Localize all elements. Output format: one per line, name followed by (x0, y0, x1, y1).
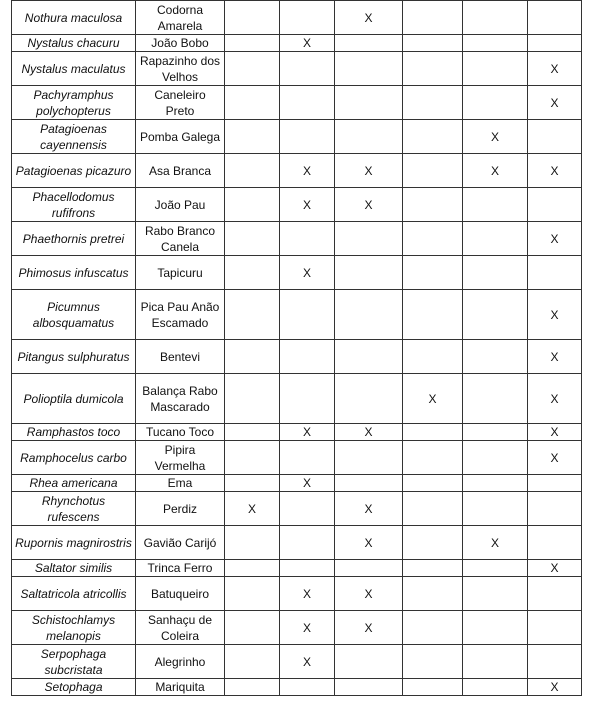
presence-mark-cell (335, 374, 403, 424)
presence-mark-cell (280, 374, 335, 424)
table-row (12, 340, 582, 374)
presence-mark-cell (225, 645, 280, 679)
presence-mark-cell: X (280, 154, 335, 188)
presence-mark-cell (225, 52, 280, 86)
presence-mark-cell (335, 120, 403, 154)
presence-mark-cell (463, 290, 528, 340)
presence-mark-cell (280, 222, 335, 256)
scientific-name-cell: Phacellodomus rufifrons (12, 188, 136, 222)
presence-mark-cell: X (463, 154, 528, 188)
presence-mark-cell (280, 526, 335, 560)
common-name-cell: Rabo Branco Canela (136, 222, 225, 256)
presence-mark-cell (403, 188, 463, 222)
common-name-cell: Asa Branca (136, 154, 225, 188)
table-row (12, 441, 582, 475)
scientific-name-cell: Ramphastos toco (12, 424, 136, 441)
presence-mark-cell (280, 86, 335, 120)
presence-mark-cell (403, 340, 463, 374)
presence-mark-cell (225, 577, 280, 611)
table-row (12, 611, 582, 645)
common-name-cell: Ema (136, 475, 225, 492)
presence-mark-cell (463, 256, 528, 290)
common-name-cell: Pipira Vermelha (136, 441, 225, 475)
presence-mark-cell (528, 611, 582, 645)
presence-mark-cell (403, 560, 463, 577)
presence-mark-cell (403, 290, 463, 340)
presence-mark-cell (225, 86, 280, 120)
presence-mark-cell (403, 256, 463, 290)
species-table (11, 0, 582, 696)
presence-mark-cell (280, 340, 335, 374)
presence-mark-cell (528, 645, 582, 679)
table-row (12, 154, 582, 188)
presence-mark-cell (280, 52, 335, 86)
table-row (12, 52, 582, 86)
table-row (12, 256, 582, 290)
presence-mark-cell (528, 120, 582, 154)
presence-mark-cell (335, 86, 403, 120)
scientific-name-cell: Saltatricola atricollis (12, 577, 136, 611)
scientific-name-cell: Saltator similis (12, 560, 136, 577)
scientific-name-cell: Nystalus chacuru (12, 35, 136, 52)
presence-mark-cell: X (528, 441, 582, 475)
presence-mark-cell (463, 86, 528, 120)
presence-mark-cell (403, 577, 463, 611)
common-name-cell: Tucano Toco (136, 424, 225, 441)
presence-mark-cell (403, 611, 463, 645)
common-name-cell: Caneleiro Preto (136, 86, 225, 120)
table-row (12, 86, 582, 120)
presence-mark-cell (463, 645, 528, 679)
presence-mark-cell: X (463, 526, 528, 560)
table-row (12, 1, 582, 35)
presence-mark-cell (403, 120, 463, 154)
common-name-cell: Mariquita (136, 679, 225, 696)
presence-mark-cell: X (528, 374, 582, 424)
presence-mark-cell: X (528, 340, 582, 374)
presence-mark-cell (225, 340, 280, 374)
presence-mark-cell (280, 1, 335, 35)
presence-mark-cell (335, 340, 403, 374)
presence-mark-cell (225, 154, 280, 188)
table-row (12, 645, 582, 679)
presence-mark-cell: X (335, 188, 403, 222)
presence-mark-cell: X (280, 35, 335, 52)
presence-mark-cell: X (528, 222, 582, 256)
table-row (12, 475, 582, 492)
presence-mark-cell (403, 1, 463, 35)
presence-mark-cell: X (528, 424, 582, 441)
table-row (12, 120, 582, 154)
common-name-cell: João Pau (136, 188, 225, 222)
scientific-name-cell: Phimosus infuscatus (12, 256, 136, 290)
table-row (12, 526, 582, 560)
presence-mark-cell (335, 290, 403, 340)
presence-mark-cell (463, 492, 528, 526)
presence-mark-cell (463, 35, 528, 52)
presence-mark-cell (335, 256, 403, 290)
table-row (12, 290, 582, 340)
presence-mark-cell (403, 424, 463, 441)
presence-mark-cell (403, 86, 463, 120)
presence-mark-cell (225, 374, 280, 424)
presence-mark-cell (280, 441, 335, 475)
presence-mark-cell: X (335, 492, 403, 526)
presence-mark-cell (280, 560, 335, 577)
presence-mark-cell: X (528, 86, 582, 120)
common-name-cell: Trinca Ferro (136, 560, 225, 577)
common-name-cell: Perdiz (136, 492, 225, 526)
presence-mark-cell (280, 290, 335, 340)
table-row (12, 374, 582, 424)
presence-mark-cell (463, 424, 528, 441)
presence-mark-cell (403, 526, 463, 560)
presence-mark-cell (403, 475, 463, 492)
scientific-name-cell: Serpophaga subcristata (12, 645, 136, 679)
scientific-name-cell: Picumnus albosquamatus (12, 290, 136, 340)
common-name-cell: Batuqueiro (136, 577, 225, 611)
scientific-name-cell: Rupornis magnirostris (12, 526, 136, 560)
presence-mark-cell (225, 424, 280, 441)
presence-mark-cell (403, 492, 463, 526)
scientific-name-cell: Polioptila dumicola (12, 374, 136, 424)
presence-mark-cell: X (528, 290, 582, 340)
common-name-cell: Codorna Amarela (136, 1, 225, 35)
presence-mark-cell (403, 52, 463, 86)
presence-mark-cell: X (280, 475, 335, 492)
table-row (12, 222, 582, 256)
common-name-cell: Pomba Galega (136, 120, 225, 154)
table-row (12, 560, 582, 577)
presence-mark-cell (335, 35, 403, 52)
presence-mark-cell (335, 52, 403, 86)
presence-mark-cell (463, 560, 528, 577)
presence-mark-cell (528, 256, 582, 290)
presence-mark-cell (225, 679, 280, 696)
presence-mark-cell (335, 560, 403, 577)
common-name-cell: Balança Rabo Mascarado (136, 374, 225, 424)
common-name-cell: Alegrinho (136, 645, 225, 679)
presence-mark-cell (280, 492, 335, 526)
presence-mark-cell (463, 679, 528, 696)
table-row (12, 188, 582, 222)
scientific-name-cell: Schistochlamys melanopis (12, 611, 136, 645)
presence-mark-cell: X (335, 611, 403, 645)
presence-mark-cell: X (335, 424, 403, 441)
scientific-name-cell: Rhynchotus rufescens (12, 492, 136, 526)
presence-mark-cell: X (528, 52, 582, 86)
table-row (12, 577, 582, 611)
presence-mark-cell: X (403, 374, 463, 424)
scientific-name-cell: Setophaga (12, 679, 136, 696)
presence-mark-cell (528, 577, 582, 611)
presence-mark-cell: X (280, 188, 335, 222)
presence-mark-cell (463, 374, 528, 424)
presence-mark-cell (225, 120, 280, 154)
presence-mark-cell (335, 645, 403, 679)
presence-mark-cell (528, 35, 582, 52)
presence-mark-cell (335, 222, 403, 256)
scientific-name-cell: Patagioenas picazuro (12, 154, 136, 188)
presence-mark-cell (528, 475, 582, 492)
presence-mark-cell (463, 611, 528, 645)
presence-mark-cell (225, 1, 280, 35)
presence-mark-cell (528, 492, 582, 526)
scientific-name-cell: Phaethornis pretrei (12, 222, 136, 256)
presence-mark-cell (463, 188, 528, 222)
presence-mark-cell (225, 475, 280, 492)
presence-mark-cell (463, 475, 528, 492)
scientific-name-cell: Ramphocelus carbo (12, 441, 136, 475)
presence-mark-cell: X (335, 577, 403, 611)
presence-mark-cell (280, 120, 335, 154)
presence-mark-cell (225, 560, 280, 577)
presence-mark-cell (528, 1, 582, 35)
presence-mark-cell (403, 35, 463, 52)
presence-mark-cell (225, 611, 280, 645)
common-name-cell: Gavião Carijó (136, 526, 225, 560)
presence-mark-cell (225, 222, 280, 256)
presence-mark-cell: X (280, 424, 335, 441)
presence-mark-cell (463, 52, 528, 86)
presence-mark-cell (335, 679, 403, 696)
presence-mark-cell: X (335, 154, 403, 188)
common-name-cell: Rapazinho dos Velhos (136, 52, 225, 86)
presence-mark-cell (403, 679, 463, 696)
scientific-name-cell: Patagioenas cayennensis (12, 120, 136, 154)
presence-mark-cell (463, 1, 528, 35)
presence-mark-cell (225, 526, 280, 560)
presence-mark-cell (403, 441, 463, 475)
presence-mark-cell: X (528, 154, 582, 188)
common-name-cell: Bentevi (136, 340, 225, 374)
presence-mark-cell: X (280, 645, 335, 679)
presence-mark-cell: X (225, 492, 280, 526)
table-row (12, 424, 582, 441)
table-row (12, 679, 582, 696)
common-name-cell: Pica Pau Anão Escamado (136, 290, 225, 340)
presence-mark-cell: X (463, 120, 528, 154)
presence-mark-cell: X (335, 526, 403, 560)
presence-mark-cell (403, 222, 463, 256)
presence-mark-cell (463, 222, 528, 256)
table-row (12, 35, 582, 52)
presence-mark-cell: X (280, 577, 335, 611)
presence-mark-cell (225, 290, 280, 340)
presence-mark-cell (225, 441, 280, 475)
presence-mark-cell (463, 577, 528, 611)
table-body (12, 1, 582, 696)
common-name-cell: Sanhaçu de Coleira (136, 611, 225, 645)
scientific-name-cell: Rhea americana (12, 475, 136, 492)
presence-mark-cell (225, 256, 280, 290)
scientific-name-cell: Pitangus sulphuratus (12, 340, 136, 374)
presence-mark-cell (225, 35, 280, 52)
presence-mark-cell: X (528, 560, 582, 577)
presence-mark-cell (528, 526, 582, 560)
presence-mark-cell (463, 441, 528, 475)
presence-mark-cell (403, 645, 463, 679)
scientific-name-cell: Nothura maculosa (12, 1, 136, 35)
presence-mark-cell: X (335, 1, 403, 35)
presence-mark-cell: X (280, 256, 335, 290)
presence-mark-cell: X (528, 679, 582, 696)
scientific-name-cell: Pachyramphus polychopterus (12, 86, 136, 120)
presence-mark-cell (335, 441, 403, 475)
presence-mark-cell (225, 188, 280, 222)
common-name-cell: Tapicuru (136, 256, 225, 290)
presence-mark-cell (528, 188, 582, 222)
presence-mark-cell (335, 475, 403, 492)
presence-mark-cell (463, 340, 528, 374)
table-row (12, 492, 582, 526)
scientific-name-cell: Nystalus maculatus (12, 52, 136, 86)
presence-mark-cell: X (280, 611, 335, 645)
common-name-cell: João Bobo (136, 35, 225, 52)
presence-mark-cell (403, 154, 463, 188)
presence-mark-cell (280, 679, 335, 696)
